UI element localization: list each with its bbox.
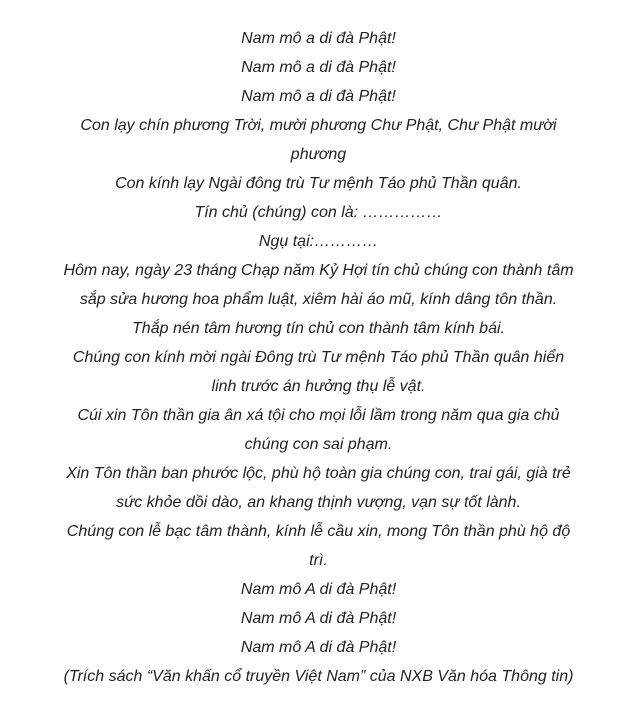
invocation-line: Nam mô a di đà Phật! bbox=[241, 88, 396, 105]
paragraph-line: sắp sửa hương hoa phẩm luật, xiêm hài áo mũ, kính dâng tôn thần. bbox=[79, 291, 558, 308]
paragraph-line: sức khỏe dồi dào, an khang thịnh vượng, vạn sự tốt lành. bbox=[116, 494, 521, 511]
address-line: Con kính lạy Ngài đông trù Tư mệnh Táo phủ Thần quân. bbox=[115, 175, 522, 192]
salutation-line: Con lạy chín phương Trời, mười phương Chư Phật, Chư Phật mười bbox=[80, 117, 557, 134]
paragraph-line: Xin Tôn thần ban phước lộc, phù hộ toàn gia chúng con, trai gái, già trẻ bbox=[66, 465, 571, 482]
name-line: Tín chủ (chúng) con là: …………… bbox=[194, 204, 443, 221]
paragraph-line: Cúi xin Tôn thần gia ân xá tội cho mọi lỗi lầm trong năm qua gia chủ bbox=[77, 407, 560, 424]
paragraph-line: Hôm nay, ngày 23 tháng Chạp năm Kỷ Hợi tín chủ chúng con thành tâm bbox=[63, 262, 574, 279]
paragraph-line: trì. bbox=[309, 552, 328, 569]
paragraph-line: Chúng con lễ bạc tâm thành, kính lễ cầu xin, mong Tôn thần phù hộ độ bbox=[66, 523, 571, 540]
invocation-line: Nam mô a di đà Phật! bbox=[241, 30, 396, 47]
residence-line: Ngụ tại:………… bbox=[258, 233, 379, 250]
closing-line: Nam mô A di đà Phật! bbox=[240, 610, 397, 627]
paragraph-line: Chúng con kính mời ngài Đông trù Tư mệnh Táo phủ Thần quân hiển bbox=[72, 349, 565, 366]
salutation-line: phương bbox=[290, 146, 347, 163]
invocation-line: Nam mô a di đà Phật! bbox=[241, 59, 396, 76]
closing-line: Nam mô A di đà Phật! bbox=[240, 581, 397, 598]
paragraph-line: Thắp nén tâm hương tín chủ con thành tâm kính bái. bbox=[132, 320, 505, 337]
closing-line: Nam mô A di đà Phật! bbox=[240, 639, 397, 656]
paragraph-line: chúng con sai phạm. bbox=[244, 436, 393, 453]
source-citation: (Trích sách “Văn khấn cổ truyền Việt Nam” của NXB Văn hóa Thông tin) bbox=[63, 668, 574, 685]
prayer-text bbox=[0, 24, 637, 691]
paragraph-line: linh trước án hưởng thụ lễ vật. bbox=[211, 378, 426, 395]
